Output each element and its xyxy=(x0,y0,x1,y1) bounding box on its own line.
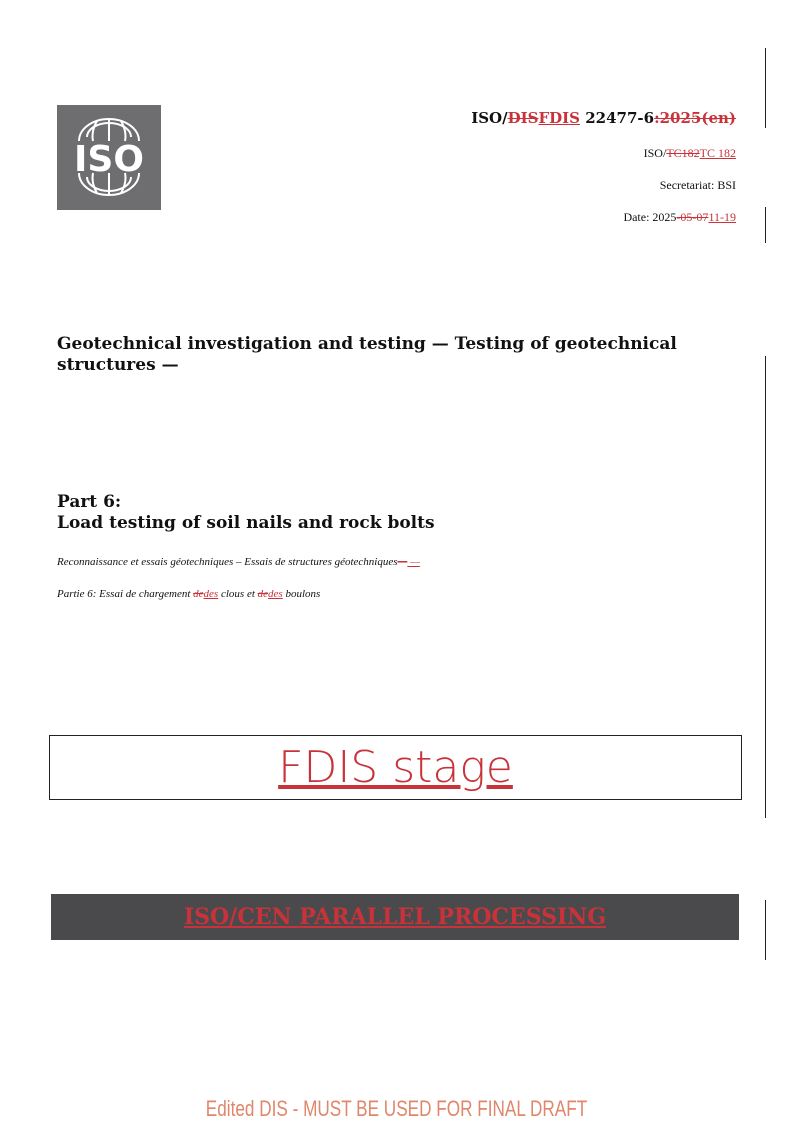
committee: ISO/TC182TC 182 xyxy=(643,146,736,160)
change-bar xyxy=(765,900,766,960)
watermark: Edited DIS - MUST BE USED FOR FINAL DRAFT xyxy=(205,1096,588,1121)
iso-logo xyxy=(57,105,161,210)
stage-label: FDIS stage xyxy=(278,742,513,793)
part-title: Load testing of soil nails and rock bolts xyxy=(57,513,435,533)
main-title: Geotechnical investigation and testing — Testing of geotechnical structures — xyxy=(57,334,677,375)
parallel-processing-banner xyxy=(51,894,739,940)
document-date: Date: 2025-05-0711-19 xyxy=(623,210,736,224)
secretariat: Secretariat: BSI xyxy=(659,178,736,192)
logo-text: ISO xyxy=(74,139,144,180)
change-bar xyxy=(765,207,766,243)
change-bar xyxy=(765,48,766,128)
stage-box xyxy=(49,735,742,800)
document-id: ISO/DISFDIS 22477-6:2025(en) xyxy=(471,109,736,127)
parallel-processing-label: ISO/CEN PARALLEL PROCESSING xyxy=(183,904,607,930)
french-title: Reconnaissance et essais géotechniques – Essais de structures géotechniques— — xyxy=(57,556,420,568)
french-part-title: Partie 6: Essai de chargement dedes clous et dedes boulons xyxy=(57,588,321,600)
part-label: Part 6: xyxy=(57,492,122,512)
change-bar xyxy=(765,356,766,818)
